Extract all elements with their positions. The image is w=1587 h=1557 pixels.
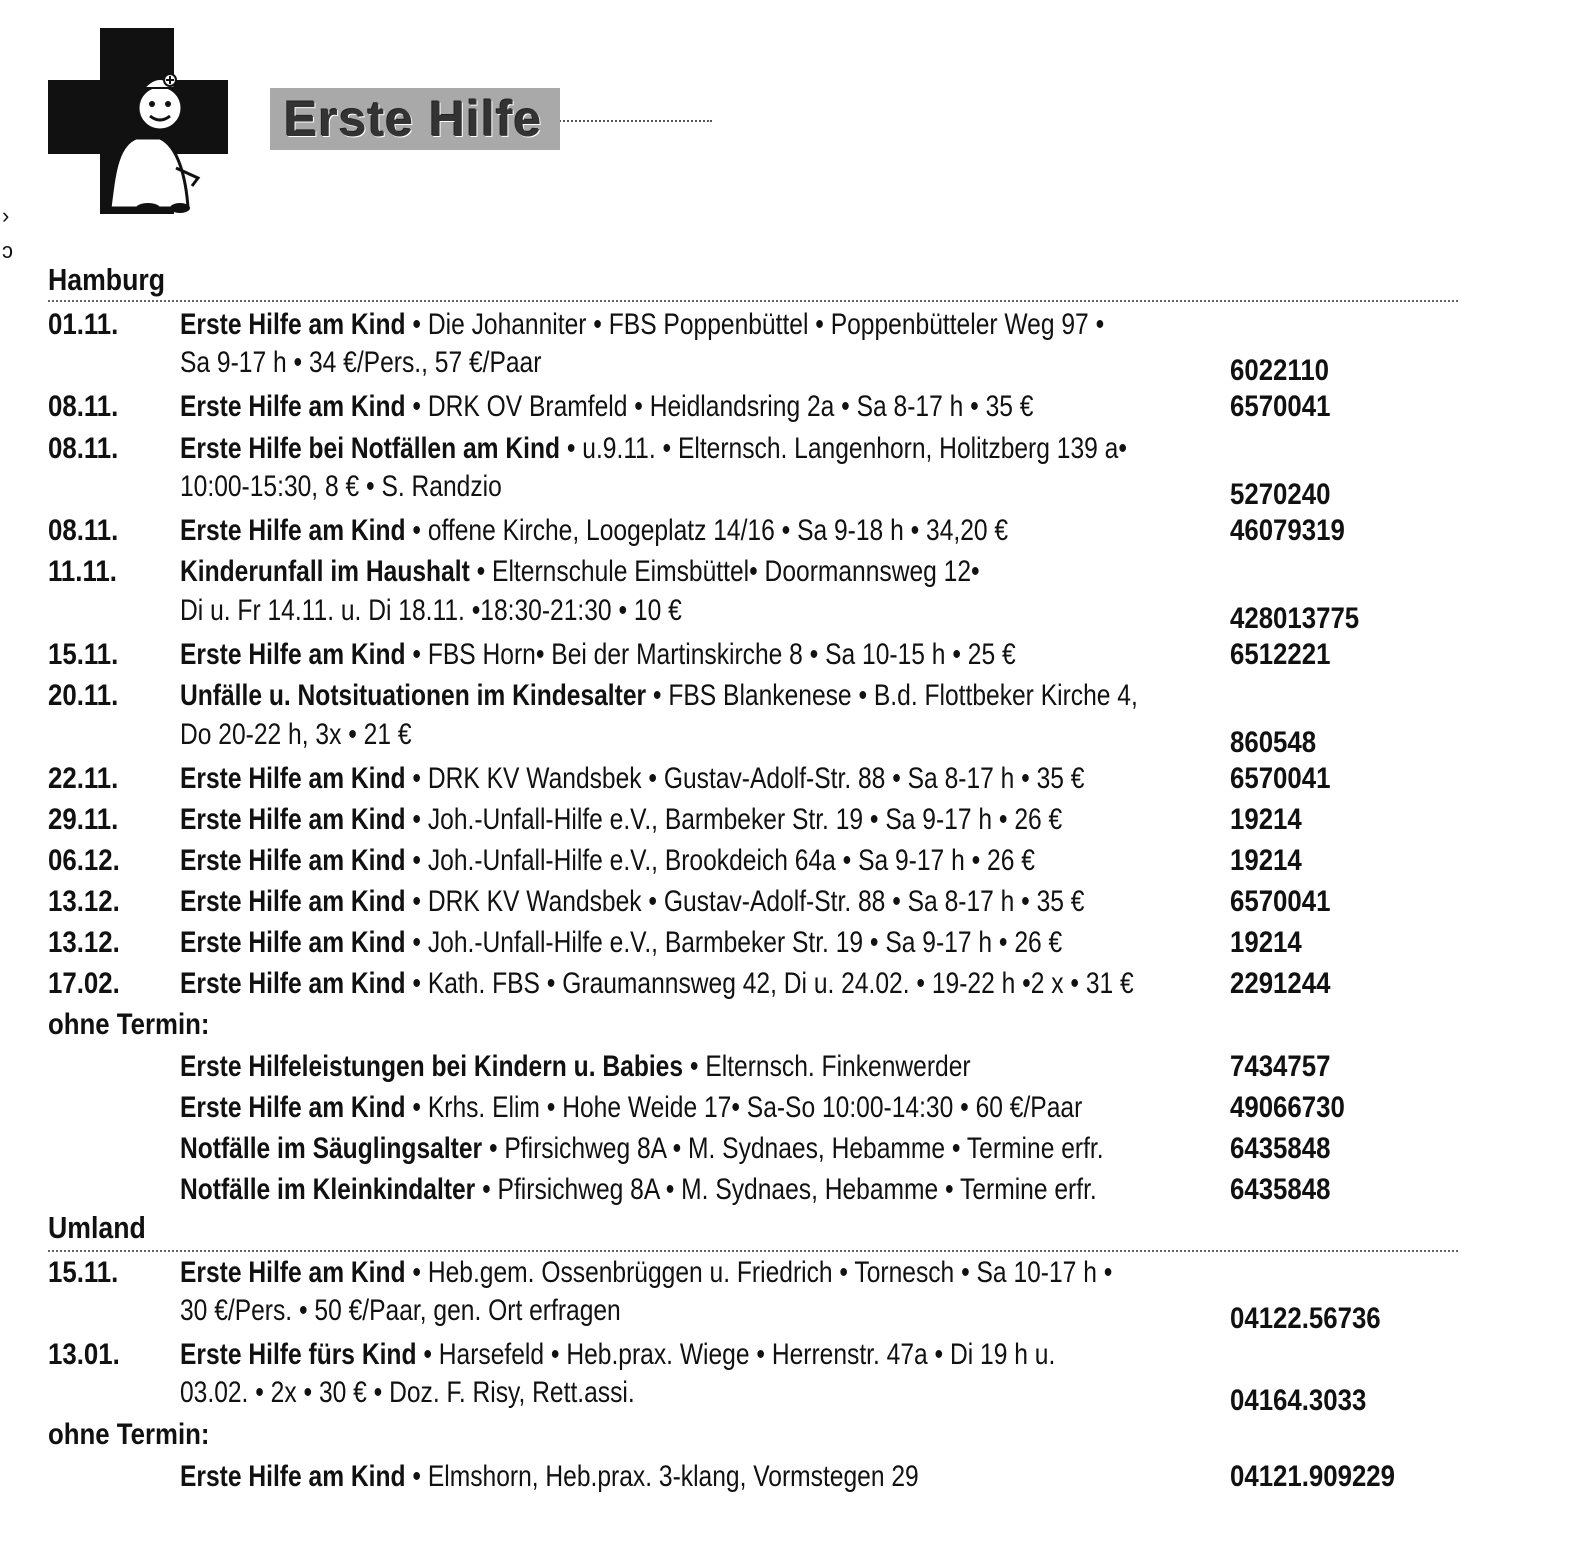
- course-title: Erste Hilfe am Kind: [180, 1256, 406, 1289]
- course-details: • Pfirsichweg 8A • M. Sydnaes, Hebamme • Termine erfr.: [482, 1132, 1104, 1165]
- page-title: Erste Hilfe: [270, 88, 560, 150]
- course-title: Notfälle im Kleinkindalter: [180, 1173, 476, 1206]
- list-item: [0, 1173, 1587, 1214]
- list-item: [0, 926, 1587, 967]
- list-item: [0, 390, 1587, 431]
- course-date: 29.11.: [48, 803, 119, 836]
- course-title: Erste Hilfe am Kind: [180, 638, 406, 671]
- list-item: [0, 1091, 1587, 1132]
- course-title: Erste Hilfeleistungen bei Kindern u. Babies: [180, 1050, 684, 1083]
- course-details: • u.9.11. • Elternsch. Langenhorn, Holitzberg 139 a•: [560, 432, 1127, 465]
- course-date: 13.12.: [48, 926, 120, 959]
- course-phone: 04122.56736: [1230, 1302, 1381, 1335]
- list-item-continuation: [0, 470, 1587, 511]
- course-description: [180, 926, 1062, 960]
- course-phone: 6570041: [1230, 885, 1331, 918]
- list-item: [0, 885, 1587, 926]
- course-date: 13.12.: [48, 885, 120, 918]
- section-rule: [48, 1250, 1458, 1252]
- course-details: • DRK KV Wandsbek • Gustav-Adolf-Str. 88 • Sa 8-17 h • 35 €: [405, 762, 1085, 795]
- course-title: Erste Hilfe fürs Kind: [180, 1338, 417, 1371]
- course-details: • Joh.-Unfall-Hilfe e.V., Barmbeker Str. 19 • Sa 9-17 h • 26 €: [405, 803, 1063, 836]
- course-title: Erste Hilfe am Kind: [180, 762, 406, 795]
- course-phone: 19214: [1230, 803, 1302, 836]
- course-phone: 04121.909229: [1230, 1460, 1396, 1493]
- course-phone: 428013775: [1230, 602, 1360, 635]
- course-details: • FBS Blankenese • B.d. Flottbeker Kirche 4,: [646, 679, 1138, 712]
- course-details: • Die Johanniter • FBS Poppenbüttel • Poppenbütteler Weg 97 •: [405, 308, 1105, 341]
- list-item-continuation: [0, 1376, 1587, 1417]
- course-title: Erste Hilfe am Kind: [180, 1460, 406, 1493]
- course-phone: 19214: [1230, 844, 1302, 877]
- list-item: [0, 1460, 1587, 1501]
- course-title: Notfälle im Säuglingsalter: [180, 1132, 483, 1165]
- course-details: • Joh.-Unfall-Hilfe e.V., Barmbeker Str. 19 • Sa 9-17 h • 26 €: [405, 926, 1063, 959]
- list-item: [0, 555, 1587, 596]
- course-date: 17.02.: [48, 967, 120, 1000]
- course-description: [180, 638, 1016, 672]
- course-description: [180, 1460, 919, 1494]
- section-title-umland: Umland: [48, 1210, 146, 1245]
- course-description: [180, 514, 1008, 548]
- course-date: 08.11.: [48, 514, 119, 547]
- course-phone: 7434757: [1230, 1050, 1331, 1083]
- course-details-continued: Sa 9-17 h • 34 €/Pers., 57 €/Paar: [180, 346, 542, 379]
- course-phone: 6022110: [1230, 354, 1330, 387]
- list-item-continuation: [0, 718, 1587, 759]
- course-details-continued: Di u. Fr 14.11. u. Di 18.11. •18:30-21:30 • 10 €: [180, 594, 682, 627]
- list-item: [0, 967, 1587, 1008]
- course-date: 11.11.: [48, 555, 117, 588]
- list-item: [0, 432, 1587, 473]
- scan-mark: ›: [2, 203, 10, 228]
- course-description: [180, 844, 1035, 878]
- course-details: • Pfirsichweg 8A • M. Sydnaes, Hebamme • Termine erfr.: [475, 1173, 1097, 1206]
- list-item-continuation: [0, 594, 1587, 635]
- course-details: • Heb.gem. Ossenbrüggen u. Friedrich • Tornesch • Sa 10-17 h •: [405, 1256, 1113, 1289]
- course-title: Erste Hilfe am Kind: [180, 803, 406, 836]
- course-details: • offene Kirche, Loogeplatz 14/16 • Sa 9-18 h • 34,20 €: [405, 514, 1009, 547]
- course-description: [180, 308, 1104, 342]
- course-date: 01.11.: [48, 308, 119, 341]
- list-item: [0, 1338, 1587, 1379]
- course-date: 22.11.: [48, 762, 119, 795]
- course-title: Erste Hilfe am Kind: [180, 390, 406, 423]
- course-date: 15.11.: [48, 1256, 119, 1289]
- course-phone: 6435848: [1230, 1132, 1331, 1165]
- section-rule: [48, 300, 1458, 302]
- course-description: [180, 762, 1084, 796]
- course-description: [180, 1338, 1055, 1372]
- course-title: Kinderunfall im Haushalt: [180, 555, 470, 588]
- course-details: • DRK OV Bramfeld • Heidlandsring 2a • Sa 8-17 h • 35 €: [405, 390, 1034, 423]
- course-details: • FBS Horn• Bei der Martinskirche 8 • Sa 10-15 h • 25 €: [405, 638, 1016, 671]
- course-description: [180, 885, 1084, 919]
- course-title: Erste Hilfe am Kind: [180, 885, 406, 918]
- course-date: 13.01.: [48, 1338, 120, 1371]
- course-phone: 6512221: [1230, 638, 1331, 671]
- course-details: • Krhs. Elim • Hohe Weide 17• Sa-So 10:00-14:30 • 60 €/Paar: [405, 1091, 1083, 1124]
- no-date-label: ohne Termin:: [48, 1008, 210, 1041]
- course-details: • Elmshorn, Heb.prax. 3-klang, Vormstegen 29: [405, 1460, 919, 1493]
- list-item-continuation: [0, 346, 1587, 387]
- list-item: [0, 1132, 1587, 1173]
- course-phone: 19214: [1230, 926, 1302, 959]
- course-description: [180, 967, 1134, 1001]
- course-phone: 49066730: [1230, 1091, 1345, 1124]
- course-date: 08.11.: [48, 390, 119, 423]
- list-item: [0, 803, 1587, 844]
- course-details: • Elternsch. Finkenwerder: [683, 1050, 971, 1083]
- course-details: • DRK KV Wandsbek • Gustav-Adolf-Str. 88 • Sa 8-17 h • 35 €: [405, 885, 1085, 918]
- course-details-continued: 30 €/Pers. • 50 €/Paar, gen. Ort erfragen: [180, 1294, 621, 1327]
- list-item-continuation: [0, 1294, 1587, 1335]
- list-item: [0, 844, 1587, 885]
- course-phone: 5270240: [1230, 478, 1331, 511]
- list-item: [0, 1256, 1587, 1297]
- course-description: [180, 555, 980, 589]
- course-description: [180, 679, 1138, 713]
- course-phone: 6570041: [1230, 390, 1331, 423]
- course-phone: 6570041: [1230, 762, 1331, 795]
- course-details-continued: 03.02. • 2x • 30 € • Doz. F. Risy, Rett.assi.: [180, 1376, 635, 1409]
- course-phone: 2291244: [1230, 967, 1331, 1000]
- no-date-heading: [0, 1008, 1587, 1049]
- list-item: [0, 638, 1587, 679]
- list-item: [0, 514, 1587, 555]
- course-details: • Joh.-Unfall-Hilfe e.V., Brookdeich 64a • Sa 9-17 h • 26 €: [405, 844, 1035, 877]
- no-date-heading: [0, 1418, 1587, 1459]
- list-item: [0, 1050, 1587, 1091]
- scan-mark: ↄ: [2, 238, 13, 263]
- course-phone: 860548: [1230, 726, 1317, 759]
- course-details: • Elternschule Eimsbüttel• Doormannsweg 12•: [469, 555, 980, 588]
- course-title: Erste Hilfe am Kind: [180, 967, 406, 1000]
- first-aid-cross-logo: [48, 28, 228, 214]
- course-date: 08.11.: [48, 432, 119, 465]
- course-description: [180, 1132, 1104, 1166]
- course-date: 20.11.: [48, 679, 119, 712]
- list-item: [0, 679, 1587, 720]
- course-description: [180, 803, 1062, 837]
- course-title: Erste Hilfe bei Notfällen am Kind: [180, 432, 561, 465]
- course-details-continued: Do 20-22 h, 3x • 21 €: [180, 718, 412, 751]
- course-phone: 04164.3033: [1230, 1384, 1367, 1417]
- course-details-continued: 10:00-15:30, 8 € • S. Randzio: [180, 470, 502, 503]
- course-title: Erste Hilfe am Kind: [180, 1091, 406, 1124]
- course-details: • Kath. FBS • Graumannsweg 42, Di u. 24.02. • 19-22 h •2 x • 31 €: [405, 967, 1134, 1000]
- course-date: 15.11.: [48, 638, 119, 671]
- section-title-hamburg: Hamburg: [48, 262, 166, 297]
- list-item: [0, 762, 1587, 803]
- course-title: Erste Hilfe am Kind: [180, 926, 406, 959]
- course-description: [180, 1050, 971, 1084]
- course-title: Erste Hilfe am Kind: [180, 844, 406, 877]
- course-details: • Harsefeld • Heb.prax. Wiege • Herrenstr. 47a • Di 19 h u.: [416, 1338, 1056, 1371]
- course-description: [180, 432, 1127, 466]
- list-item: [0, 308, 1587, 349]
- course-description: [180, 1091, 1082, 1125]
- course-description: [180, 390, 1033, 424]
- no-date-label: ohne Termin:: [48, 1418, 210, 1451]
- course-phone: 6435848: [1230, 1173, 1331, 1206]
- course-phone: 46079319: [1230, 514, 1345, 547]
- course-description: [180, 1256, 1112, 1290]
- course-date: 06.12.: [48, 844, 120, 877]
- course-description: [180, 1173, 1097, 1207]
- course-title: Unfälle u. Notsituationen im Kindesalter: [180, 679, 647, 712]
- course-title: Erste Hilfe am Kind: [180, 514, 406, 547]
- course-title: Erste Hilfe am Kind: [180, 308, 406, 341]
